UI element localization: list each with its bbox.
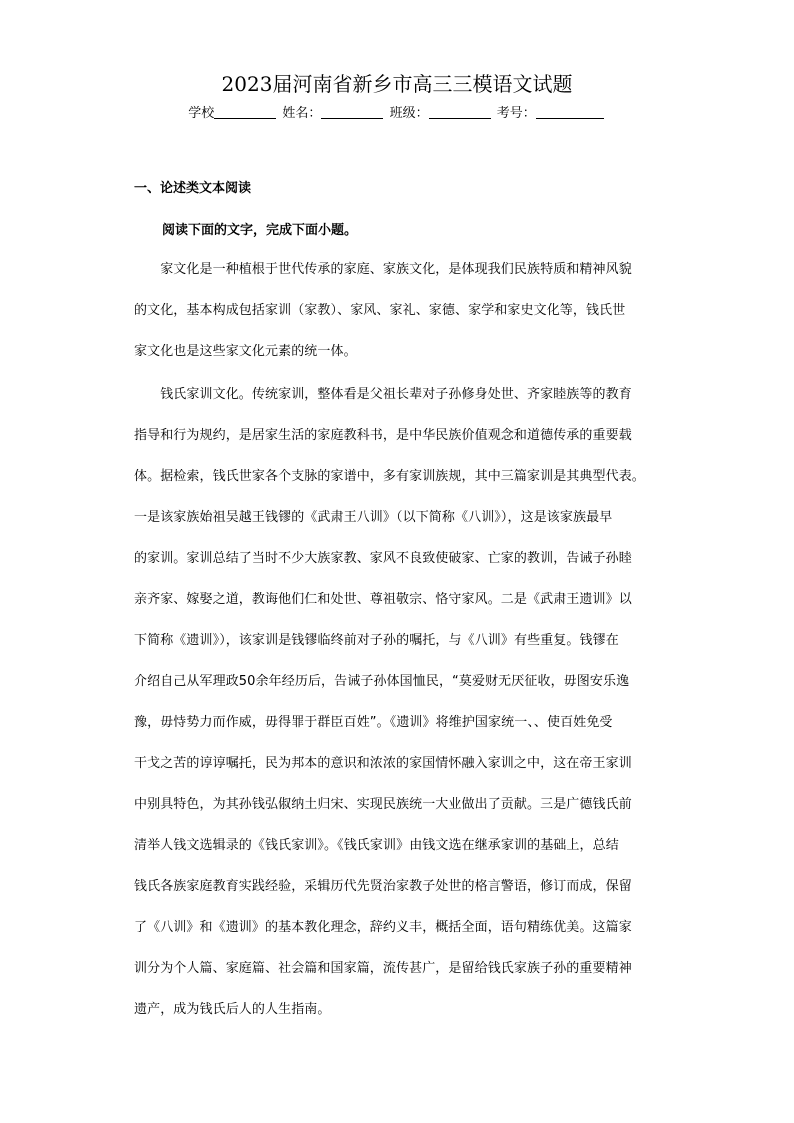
text-line: 下简称《遗训》），该家训是钱镠临终前对子孙的嘱托，与《八训》有些重复。钱镠在 <box>134 633 619 648</box>
text-line: 的文化，基本构成包括家训（家教）、家风、家礼、家德、家学和家史文化等，钱氏世 <box>134 303 626 318</box>
school-blank[interactable] <box>214 104 276 119</box>
text-line: 体。据检索，钱氏世家各个支脉的家谱中，多有家训族规，其中三篇家训是其典型代表。 <box>134 469 645 484</box>
name-blank[interactable] <box>321 104 383 119</box>
name-label: 姓名： <box>282 106 322 121</box>
reading-instruction: 阅读下面的文字，完成下面小题。 <box>162 223 358 238</box>
text-line: 介绍自己从军理政50余年经历后，告诫子孙体国恤民，“莫爱财无厌征收，毋图安乐逸 <box>134 674 630 689</box>
passage-paragraph-1 <box>134 261 664 384</box>
text-line: 干戈之苦的谆谆嘱托，民为邦本的意识和浓浓的家国情怀融入家训之中，这在帝王家训 <box>134 756 632 771</box>
class-label: 班级： <box>389 106 429 121</box>
text-line: 了《八训》和《遗训》的基本教化理念，辞约义丰，概括全面，语句精练优美。这篇家 <box>134 920 632 935</box>
text-line: 训分为个人篇、家庭篇、社会篇和国家篇，流传甚广，是留给钱氏家族子孙的重要精神 <box>134 961 632 976</box>
text-line: 清举人钱文选辑录的《钱氏家训》。《钱氏家训》由钱文选在继承家训的基础上，总结 <box>134 838 619 853</box>
text-line: 中别具特色，为其孙钱弘俶纳土归宋、实现民族统一大业做出了贡献。三是广德钱氏前 <box>134 797 632 812</box>
text-line: 家文化是一种植根于世代传承的家庭、家族文化，是体现我们民族特质和精神风貌 <box>134 262 632 277</box>
text-line: 钱氏各族家庭教育实践经验，采辑历代先贤治家教子处世的格言警语，修订而成，保留 <box>134 879 632 894</box>
text-line: 一是该家族始祖吴越王钱镠的《武肃王八训》（以下简称《八训》），这是该家族最早 <box>134 510 613 525</box>
text-line: 亲齐家、嫁娶之道，教诲他们仁和处世、尊祖敬宗、恪守家风。二是《武肃王遗训》以 <box>134 592 632 607</box>
text-line: 的家训。家训总结了当时不少大族家教、家风不良致使破家、亡家的教训，告诫子孙睦 <box>134 551 632 566</box>
text-line: 遗产，成为钱氏后人的人生指南。 <box>134 1002 331 1017</box>
class-blank[interactable] <box>429 104 491 119</box>
text-line: 指导和行为规约，是居家生活的家庭教科书，是中华民族价值观念和道德传承的重要载 <box>134 428 632 443</box>
exam-number-blank[interactable] <box>536 104 604 119</box>
text-line: 家文化也是这些家文化元素的统一体。 <box>134 344 357 359</box>
text-line: 钱氏家训文化。传统家训，整体看是父祖长辈对子孙修身处世、齐家睦族等的教育 <box>134 387 632 402</box>
student-info-line <box>0 104 794 123</box>
section-heading: 一、论述类文本阅读 <box>134 181 252 196</box>
school-label: 学校 <box>188 106 215 121</box>
passage-paragraph-2 <box>134 386 664 1042</box>
document-title: 2023届河南省新乡市高三三模语文试题 <box>221 72 573 96</box>
text-line: 豫，毋恃势力而作威，毋得罪于群臣百姓”。《遗训》将维护国家统一、、使百姓免受 <box>134 715 613 730</box>
exam-number-label: 考号： <box>496 106 536 121</box>
